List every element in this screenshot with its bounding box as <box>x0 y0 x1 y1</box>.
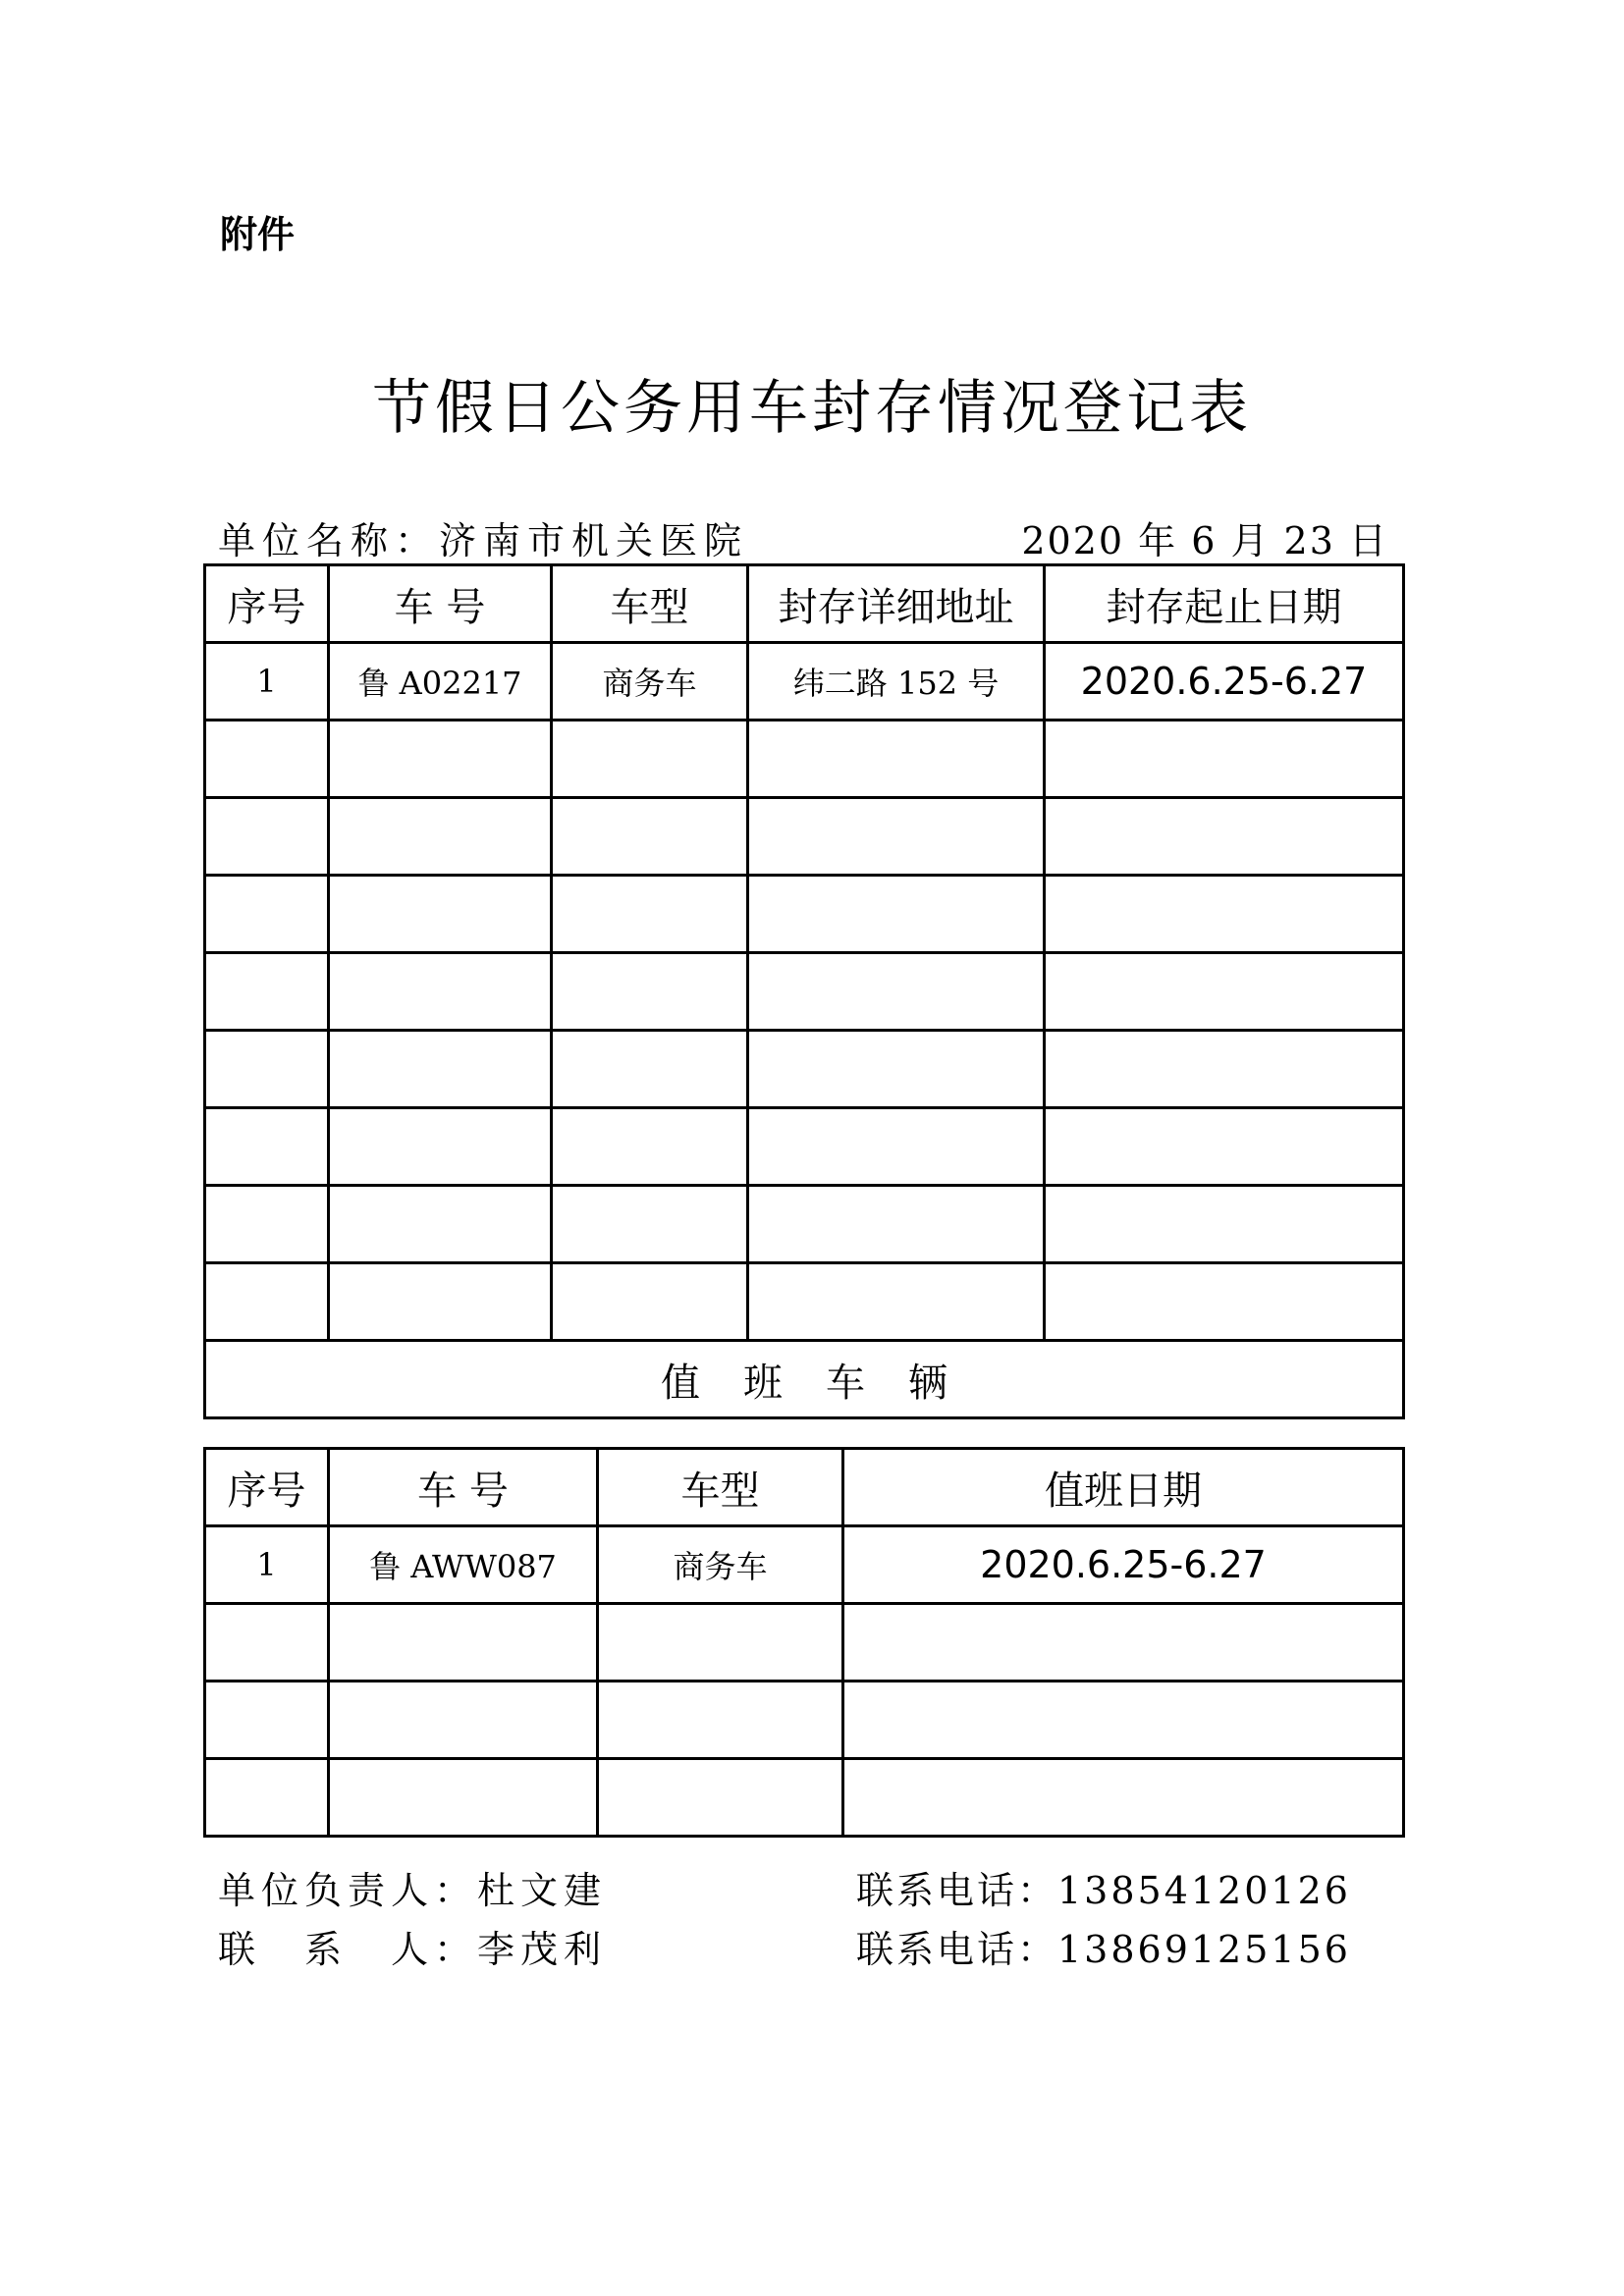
cell-type: 商务车 <box>552 643 748 721</box>
cell-plate <box>329 798 552 876</box>
cell-period <box>1045 876 1404 953</box>
cell-address: 纬二路 152 号 <box>748 643 1045 721</box>
duty-cell-date <box>843 1604 1404 1682</box>
duty-cell-date <box>843 1759 1404 1837</box>
responsible-phone: 联系电话：13854120126 <box>856 1869 1351 1912</box>
cell-plate <box>329 721 552 798</box>
cell-plate: 鲁 A02217 <box>329 643 552 721</box>
sealed-row <box>205 721 1404 798</box>
cell-plate <box>329 876 552 953</box>
cell-type <box>552 798 748 876</box>
sealed-row <box>205 1108 1404 1186</box>
cell-period <box>1045 721 1404 798</box>
sealed-row <box>205 876 1404 953</box>
cell-period <box>1045 1263 1404 1341</box>
page-title: 节假日公务用车封存情况登记表 <box>372 374 1252 443</box>
duty-cell-index: 1 <box>205 1526 329 1604</box>
cell-index <box>205 953 329 1031</box>
cell-index <box>205 1186 329 1263</box>
duty-cell-type: 商务车 <box>598 1526 843 1604</box>
sealed-vehicles-body <box>205 565 1404 1341</box>
cell-plate <box>329 1186 552 1263</box>
cell-type <box>552 721 748 798</box>
cell-period <box>1045 1186 1404 1263</box>
duty-cell-plate <box>329 1759 598 1837</box>
duty-row <box>205 1759 1404 1837</box>
cell-type <box>552 1031 748 1108</box>
cell-period <box>1045 953 1404 1031</box>
cell-address <box>748 1031 1045 1108</box>
cell-address <box>748 953 1045 1031</box>
sealed-row <box>205 798 1404 876</box>
duty-section <box>205 1341 1404 1418</box>
cell-type <box>552 1263 748 1341</box>
responsible-person: 单位负责人：杜文建 <box>218 1869 608 1912</box>
cell-type <box>552 876 748 953</box>
sealed-row <box>205 953 1404 1031</box>
attachment-label: 附件 <box>220 213 296 256</box>
sealed-row <box>205 1031 1404 1108</box>
sealed-row <box>205 1186 1404 1263</box>
duty-header-row <box>205 1449 1404 1526</box>
duty-cell-plate: 鲁 AWW087 <box>329 1526 598 1604</box>
header-type: 车型 <box>552 565 748 643</box>
cell-plate <box>329 953 552 1031</box>
cell-index <box>205 798 329 876</box>
header-address: 封存详细地址 <box>748 565 1045 643</box>
cell-period <box>1045 1031 1404 1108</box>
duty-header-index: 序号 <box>205 1449 329 1526</box>
cell-index <box>205 1031 329 1108</box>
contact-person: 联 系 人：李茂利 <box>218 1928 608 1971</box>
cell-index <box>205 1263 329 1341</box>
duty-section-row <box>205 1341 1404 1418</box>
duty-cell-index <box>205 1759 329 1837</box>
cell-index <box>205 721 329 798</box>
duty-header-date: 值班日期 <box>843 1449 1404 1526</box>
cell-period <box>1045 798 1404 876</box>
duty-cell-type <box>598 1682 843 1759</box>
cell-type <box>552 1108 748 1186</box>
duty-cell-index <box>205 1604 329 1682</box>
sealed-header-row <box>205 565 1404 643</box>
cell-index: 1 <box>205 643 329 721</box>
duty-cell-type <box>598 1604 843 1682</box>
registration-table <box>203 563 1405 1419</box>
duty-row <box>205 1682 1404 1759</box>
header-plate: 车 号 <box>329 565 552 643</box>
cell-address <box>748 798 1045 876</box>
duty-header-type: 车型 <box>598 1449 843 1526</box>
duty-section-title: 值班车辆 <box>205 1341 1404 1418</box>
duty-vehicles-body <box>205 1449 1404 1837</box>
duty-table <box>203 1447 1405 1838</box>
form-date: 2020 年 6 月 23 日 <box>1021 519 1388 562</box>
cell-address <box>748 1263 1045 1341</box>
cell-plate <box>329 1263 552 1341</box>
duty-cell-date: 2020.6.25-6.27 <box>843 1526 1404 1604</box>
cell-index <box>205 876 329 953</box>
cell-plate <box>329 1108 552 1186</box>
cell-type <box>552 1186 748 1263</box>
cell-address <box>748 876 1045 953</box>
cell-address <box>748 1108 1045 1186</box>
duty-header-plate: 车 号 <box>329 1449 598 1526</box>
cell-address <box>748 1186 1045 1263</box>
duty-cell-date <box>843 1682 1404 1759</box>
duty-row <box>205 1526 1404 1604</box>
sealed-row <box>205 643 1404 721</box>
cell-type <box>552 953 748 1031</box>
cell-period: 2020.6.25-6.27 <box>1045 643 1404 721</box>
sealed-row <box>205 1263 1404 1341</box>
duty-cell-plate <box>329 1604 598 1682</box>
contact-phone: 联系电话：13869125156 <box>856 1928 1351 1971</box>
duty-cell-type <box>598 1759 843 1837</box>
cell-address <box>748 721 1045 798</box>
cell-index <box>205 1108 329 1186</box>
unit-name: 单位名称：济南市机关医院 <box>218 519 749 562</box>
cell-period <box>1045 1108 1404 1186</box>
cell-plate <box>329 1031 552 1108</box>
header-index: 序号 <box>205 565 329 643</box>
duty-cell-index <box>205 1682 329 1759</box>
duty-cell-plate <box>329 1682 598 1759</box>
header-period: 封存起止日期 <box>1045 565 1404 643</box>
duty-row <box>205 1604 1404 1682</box>
